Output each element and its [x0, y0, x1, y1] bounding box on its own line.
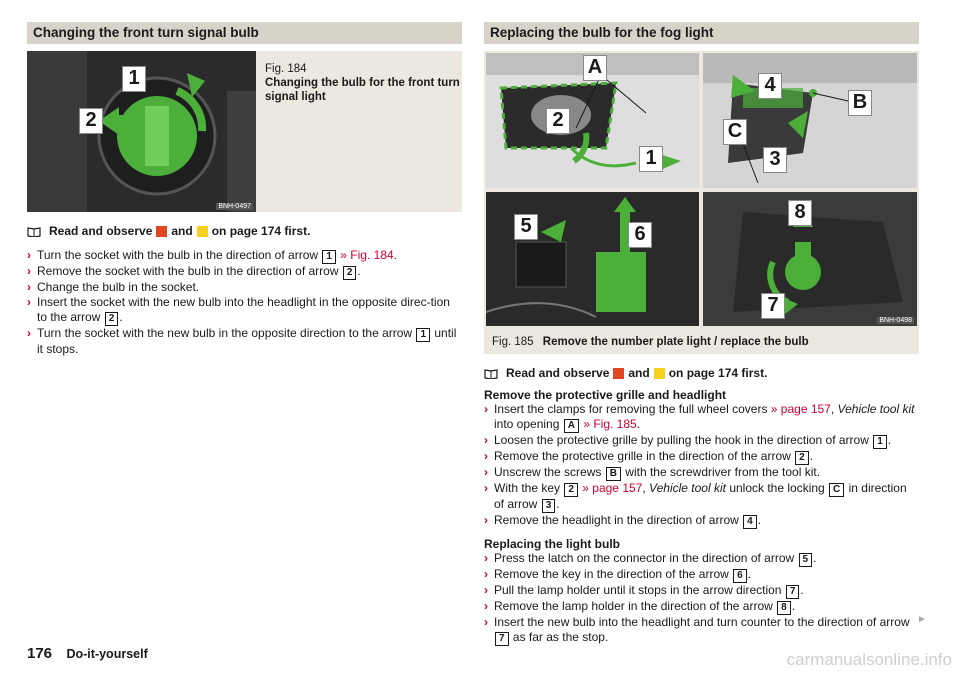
page-footer	[27, 645, 148, 663]
callout-2: 2	[79, 108, 103, 134]
warning-red-icon	[613, 368, 624, 379]
callout-4: 4	[758, 73, 782, 99]
arrow-number-box: 1	[322, 250, 336, 264]
section-heading-turn-signal: Changing the front turn signal bulb	[27, 22, 462, 44]
subheading-replace-bulb: Replacing the light bulb	[484, 537, 620, 551]
callout-6: 6	[628, 222, 652, 248]
read-and-observe	[484, 366, 919, 380]
warning-red-icon	[156, 226, 167, 237]
list-item: › Remove the socket with the bulb in the direction of arrow 2 .	[27, 264, 361, 278]
figure-caption	[492, 336, 809, 348]
book-icon	[27, 226, 41, 237]
list-item: › Remove the protective grille in the direction of the arrow 2 .	[484, 449, 814, 463]
figure-title: Changing the bulb for the front turn signal light	[265, 77, 460, 103]
page-number: 176	[27, 645, 53, 662]
arrow-number-box: 7	[786, 585, 800, 599]
list-item: › With the key 2 » page 157, Vehicle tool kit unlock the locking C in direction of arrow 3 .	[484, 481, 907, 511]
warning-yellow-icon	[197, 226, 208, 237]
read-suffix: on page 174 first.	[211, 224, 311, 238]
figure-title: Remove the number plate light / replace the bulb	[542, 336, 809, 348]
list-item: › Turn the socket with the bulb in the direction of arrow 1 » Fig. 184.	[27, 248, 398, 262]
figure-184	[27, 51, 462, 212]
list-item: › Loosen the protective grille by pulling the hook in the direction of arrow 1 .	[484, 433, 892, 447]
arrow-number-box: 2	[105, 312, 119, 326]
callout-C: C	[723, 119, 747, 145]
bullet-arrow-icon: ›	[27, 280, 31, 294]
arrow-number-box: 1	[873, 435, 887, 449]
read-and: and	[628, 366, 650, 380]
list-item: › Turn the socket with the new bulb in the opposite direction to the arrow 1 until it stops.	[27, 326, 457, 356]
arrow-number-box: 5	[799, 553, 813, 567]
bullet-arrow-icon: ›	[484, 513, 488, 527]
turn-signal-photo	[27, 51, 256, 212]
headlight-photo	[703, 53, 917, 188]
callout-3: 3	[763, 147, 787, 173]
bullet-arrow-icon: ›	[484, 615, 488, 629]
bullet-arrow-icon: ›	[484, 449, 488, 463]
turn-signal-steps	[27, 248, 462, 357]
footer-section: Do-it-yourself	[66, 647, 148, 661]
arrow-number-box: 3	[542, 499, 556, 513]
figure-caption	[265, 62, 462, 104]
bullet-arrow-icon: ›	[27, 264, 31, 278]
bullet-arrow-icon: ›	[27, 295, 31, 309]
continue-triangle-icon: ►	[917, 614, 927, 625]
arrow-number-box: 1	[416, 328, 430, 342]
arrow-number-box: 4	[743, 515, 757, 529]
connector-photo	[486, 192, 699, 326]
page-reference-link[interactable]: » page 157	[582, 481, 643, 495]
list-item: › Change the bulb in the socket.	[27, 280, 200, 294]
bullet-arrow-icon: ›	[27, 326, 31, 340]
right-column	[484, 22, 919, 646]
warning-yellow-icon	[654, 368, 665, 379]
callout-8: 8	[788, 200, 812, 226]
callout-5: 5	[514, 214, 538, 240]
bullet-arrow-icon: ›	[484, 402, 488, 416]
section-heading-fog-light: Replacing the bulb for the fog light	[484, 22, 919, 44]
list-item: › Press the latch on the connector in the direction of arrow 5 .	[484, 551, 817, 565]
callout-1: 1	[639, 146, 663, 172]
bullet-arrow-icon: ›	[484, 433, 488, 447]
figure-185	[484, 51, 919, 354]
arrow-number-box: 7	[495, 632, 509, 646]
arrow-number-box: 6	[733, 569, 747, 583]
callout-1: 1	[122, 66, 146, 92]
replace-bulb-steps	[484, 551, 919, 646]
bullet-arrow-icon: ›	[484, 551, 488, 565]
figure-number: Fig. 184	[265, 63, 307, 75]
bullet-arrow-icon: ›	[484, 465, 488, 479]
list-item: › Unscrew the screws B with the screwdriver from the tool kit.	[484, 465, 821, 479]
arrow-number-box: 2	[343, 266, 357, 280]
arrow-number-box: C	[829, 483, 844, 497]
book-icon	[484, 368, 498, 379]
left-column	[27, 22, 462, 357]
bullet-arrow-icon: ›	[484, 567, 488, 581]
arrow-number-box: A	[564, 419, 579, 433]
figure-reference-link[interactable]: » Fig. 185	[583, 417, 637, 431]
read-and: and	[171, 224, 193, 238]
read-prefix: Read and observe	[506, 366, 610, 380]
arrow-number-box: 2	[795, 451, 809, 465]
list-item: › Remove the lamp holder in the direction of the arrow 8 .	[484, 599, 796, 613]
subheading-remove-grille: Remove the protective grille and headlight	[484, 388, 727, 402]
list-item: › Pull the lamp holder until it stops in the arrow direction 7 .	[484, 583, 804, 597]
list-item: › Remove the key in the direction of the arrow 6 .	[484, 567, 752, 581]
callout-7: 7	[761, 293, 785, 319]
connector-illustration	[486, 192, 699, 326]
list-item: › Insert the clamps for removing the full wheel covers » page 157, Vehicle tool kit into opening A » Fig. 185.	[484, 402, 915, 431]
figure-reference-link[interactable]: » Fig. 184	[340, 248, 394, 262]
list-item: › Insert the new bulb into the headlight and turn counter to the direction of arrow 7 as far as the stop.	[484, 615, 910, 644]
arrow-number-box: 8	[777, 601, 791, 615]
arrow-number-box: 2	[564, 483, 578, 497]
callout-2: 2	[546, 108, 570, 134]
arrow-number-box: B	[606, 467, 621, 481]
callout-A: A	[583, 55, 607, 81]
grille-photo	[486, 53, 699, 188]
figure-number: Fig. 185	[492, 336, 534, 348]
remove-grille-steps	[484, 402, 919, 529]
bullet-arrow-icon: ›	[484, 583, 488, 597]
bullet-arrow-icon: ›	[27, 248, 31, 262]
list-item: › Remove the headlight in the direction of arrow 4 .	[484, 513, 762, 527]
read-prefix: Read and observe	[49, 224, 153, 238]
watermark: carmanualsonline.info	[786, 650, 952, 669]
callout-B: B	[848, 90, 872, 116]
list-item: › Insert the socket with the new bulb into the headlight in the opposite direc-tion to the arrow 2 .	[27, 295, 450, 324]
figure-code: BNH-0498	[879, 317, 912, 324]
page-reference-link[interactable]: » page 157	[770, 402, 831, 416]
bullet-arrow-icon: ›	[484, 481, 488, 495]
figure-code: BNH-0497	[218, 203, 251, 210]
read-suffix: on page 174 first.	[668, 366, 768, 380]
lamp-holder-photo	[703, 192, 917, 326]
bullet-arrow-icon: ›	[484, 599, 488, 613]
read-and-observe	[27, 224, 462, 238]
